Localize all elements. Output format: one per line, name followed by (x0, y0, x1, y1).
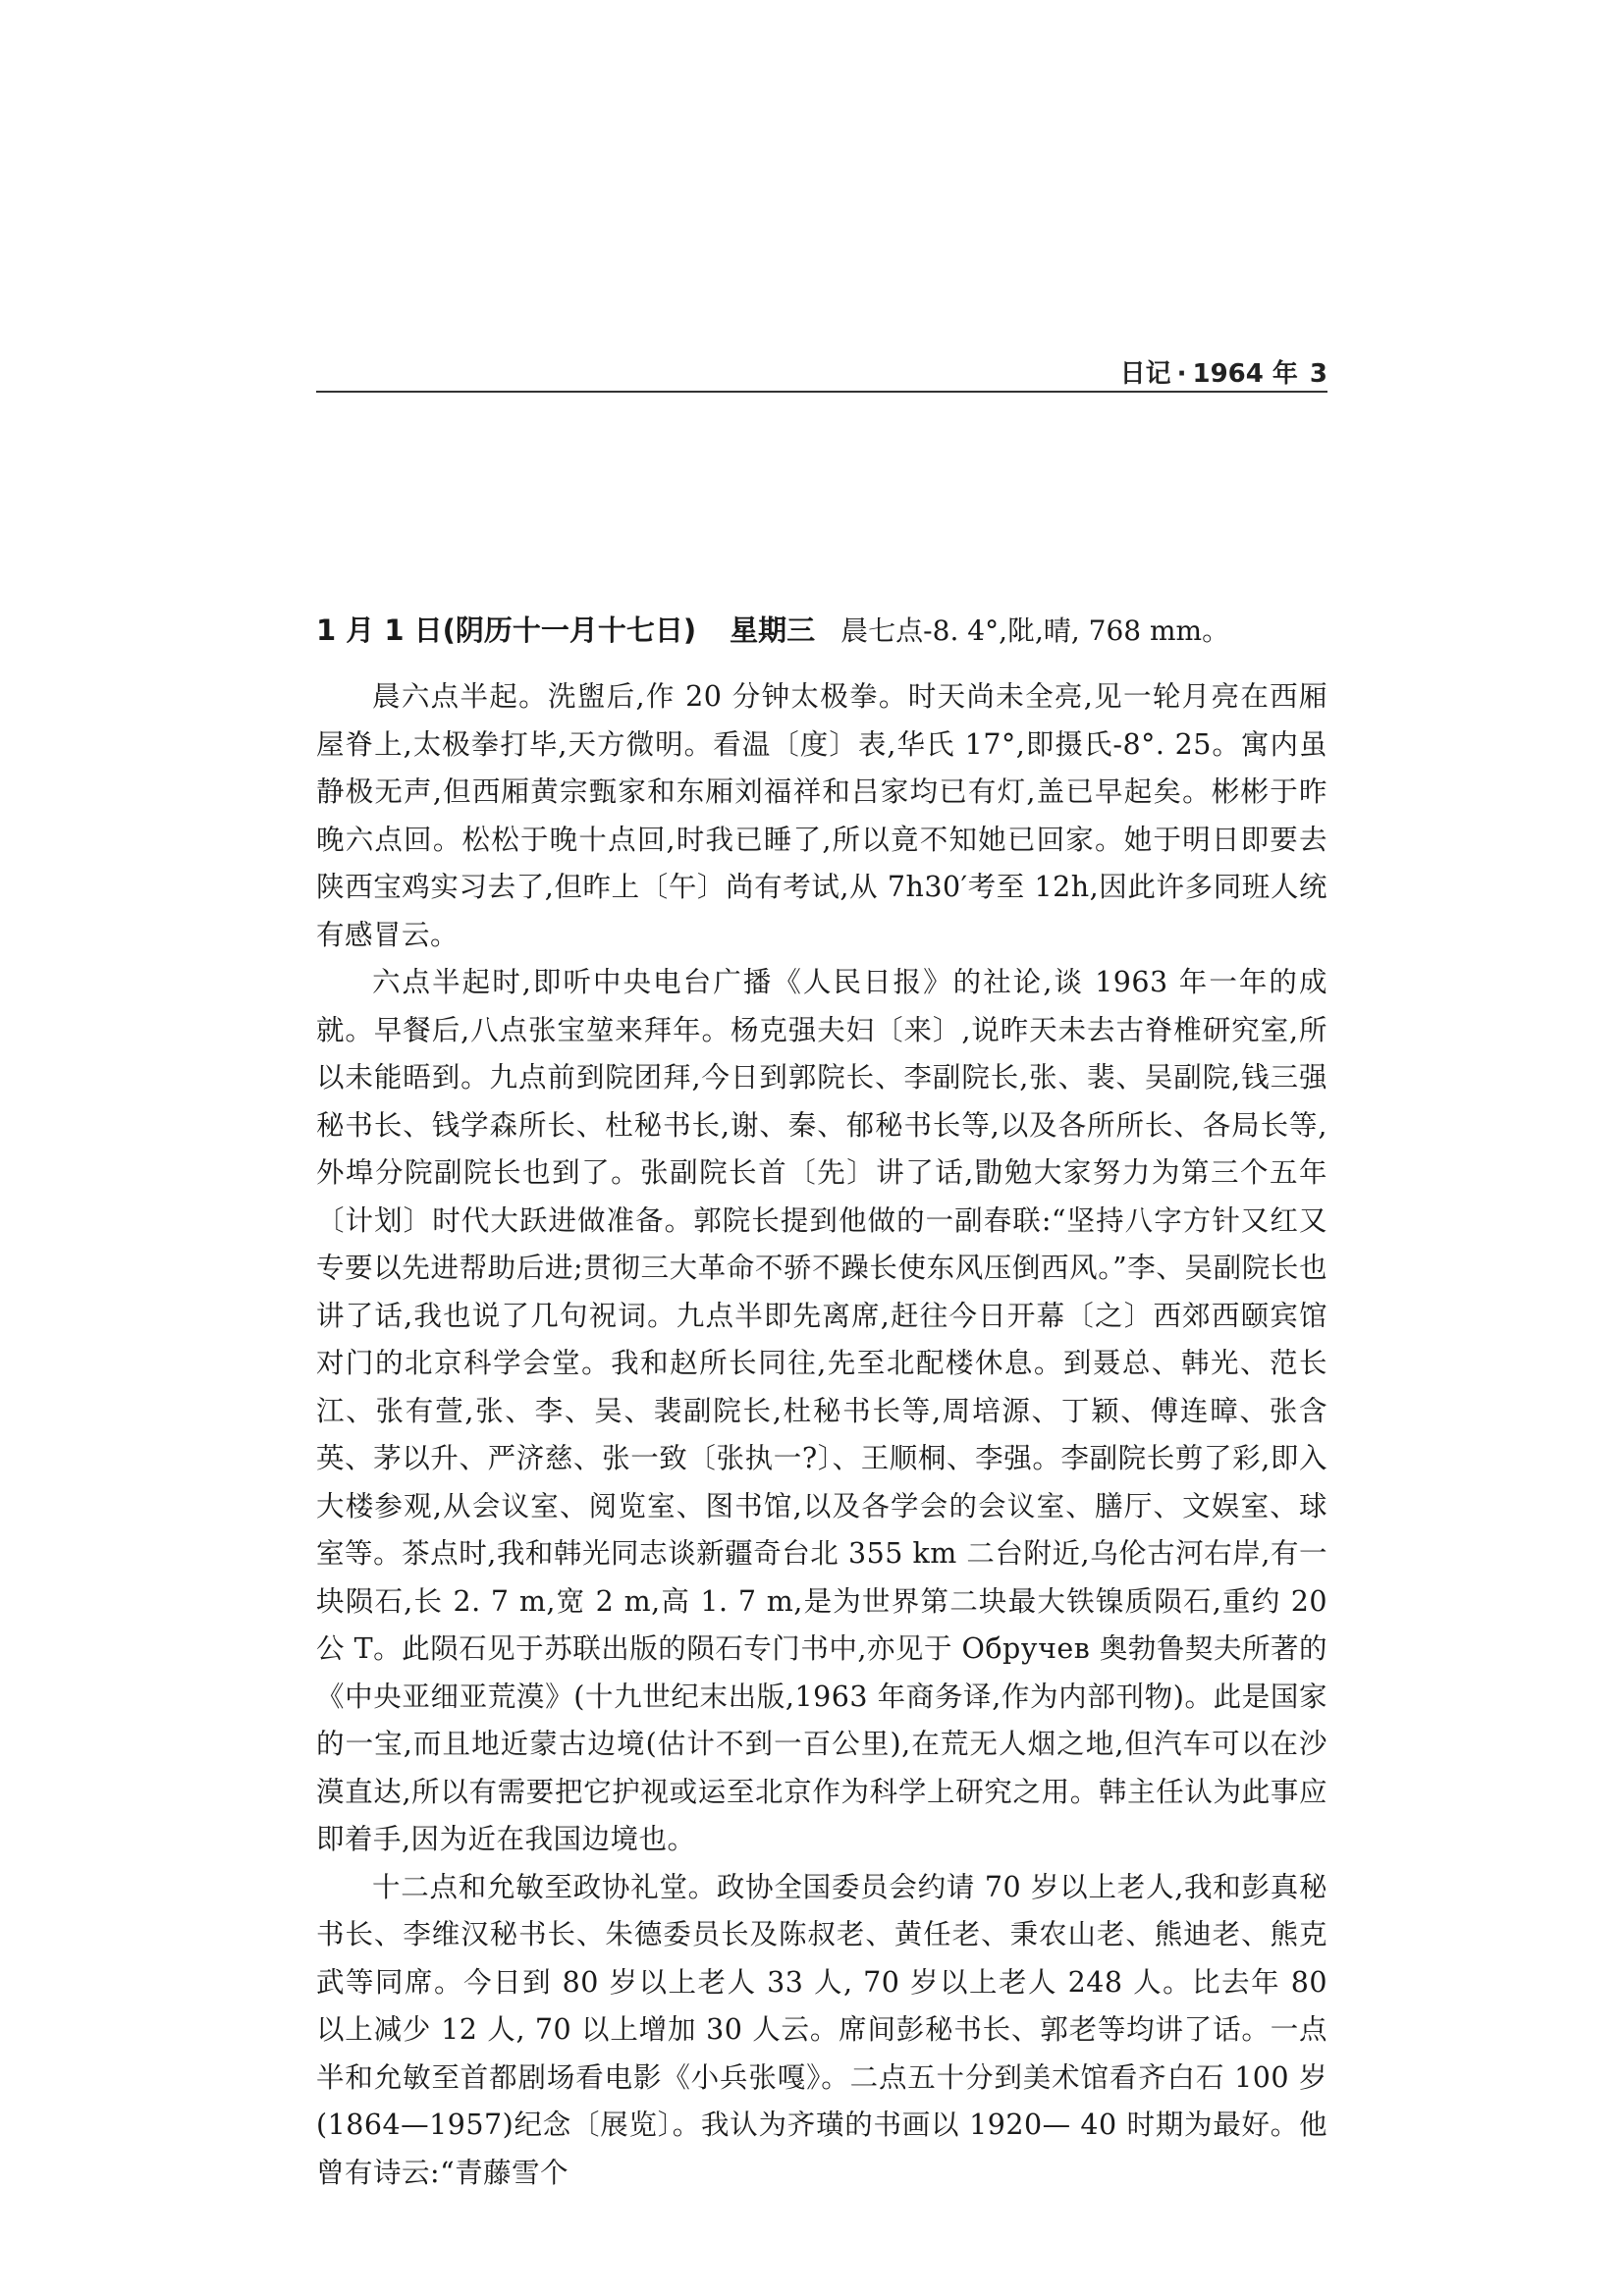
entry-weekday: 星期三 (730, 614, 816, 647)
page-number: 3 (1309, 359, 1327, 389)
running-header-section: 日记 (1119, 359, 1171, 389)
header-rule (316, 391, 1327, 393)
entry-weather: 晨七点-8. 4°,阰,晴, 768 mm。 (840, 614, 1230, 647)
paragraph: 十二点和允敏至政协礼堂。政协全国委员会约请 70 岁以上老人,我和彭真秘书长、李维汉秘书长、朱德委员长及陈叔老、黄任老、秉农山老、熊迪老、熊克武等同席。今日到 80 岁以上老人 33 人, 70 岁以上老人 248 人。比去年 80 以上减少 12 人, 70 以上增加 30 人云。席间彭秘书长、郭老等均讲了话。一点半和允敏至首都剧场看电影《小兵张嘎》。二点五十分到美术馆看齐白石 100 岁(1864—1957)纪念〔展览〕。我认为齐璜的书画以 1920— 40 时期为最好。他曾有诗云:“青藤雪个 (316, 1870, 1327, 2189)
paragraph: 晨六点半起。洗盥后,作 20 分钟太极拳。时天尚未全亮,见一轮月亮在西厢屋脊上,太极拳打毕,天方微明。看温〔度〕表,华氏 17°,即摄氏-8°. 25。寓内虽静极无声,但西厢黄宗甄家和东厢刘福祥和吕家均已有灯,盖已早起矣。彬彬于昨晚六点回。松松于晚十点回,时我已睡了,所以竟不知她已回家。她于明日即要去陕西宝鸡实习去了,但昨上〔午〕尚有考试,从 7h30′考至 12h,因此许多同班人统有感冒云。 (316, 680, 1327, 951)
entry-heading (316, 611, 1357, 651)
running-header (316, 357, 1327, 391)
running-header-year: 1964 年 (1192, 359, 1298, 389)
entry-date: 1 月 1 日(阴历十一月十七日) (316, 614, 697, 647)
running-header-separator: · (1176, 359, 1187, 389)
diary-body (316, 673, 1327, 2197)
paragraph: 六点半起时,即听中央电台广播《人民日报》的社论,谈 1963 年一年的成就。早餐后,八点张宝堃来拜年。杨克强夫妇〔来〕,说昨天未去古脊椎研究室,所以未能晤到。九点前到院团拜,今日到郭院长、李副院长,张、裴、吴副院,钱三强秘书长、钱学森所长、杜秘书长,谢、秦、郁秘书长等,以及各所所长、各局长等,外埠分院副院长也到了。张副院长首〔先〕讲了话,勖勉大家努力为第三个五年〔计划〕时代大跃进做准备。郭院长提到他做的一副春联:“坚持八字方针又红又专要以先进帮助后进;贯彻三大革命不骄不躁长使东风压倒西风。”李、吴副院长也讲了话,我也说了几句祝词。九点半即先离席,赶往今日开幕〔之〕西郊西颐宾馆对门的北京科学会堂。我和赵所长同往,先至北配楼休息。到聂总、韩光、范长江、张有萱,张、李、吴、裴副院长,杜秘书长等,周培源、丁颖、傅连暲、张含英、茅以升、严济慈、张一致〔张执一?〕、王顺桐、李强。李副院长剪了彩,即入大楼参观,从会议室、阅览室、图书馆,以及各学会的会议室、膳厅、文娱室、球室等。茶点时,我和韩光同志谈新疆奇台北 355 km 二台附近,乌伦古河右岸,有一块陨石,长 2. 7 m,宽 2 m,高 1. 7 m,是为世界第二块最大铁镍质陨石,重约 20 公 T。此陨石见于苏联出版的陨石专门书中,亦见于 Обручев 奥勃鲁契夫所著的《中央亚细亚荒漠》(十九世纪末出版,1963 年商务译,作为内部刊物)。此是国家的一宝,而且地近蒙古边境(估计不到一百公里),在荒无人烟之地,但汽车可以在沙漠直达,所以有需要把它护视或运至北京作为科学上研究之用。韩主任认为此事应即着手,因为近在我国边境也。 (316, 966, 1327, 1855)
